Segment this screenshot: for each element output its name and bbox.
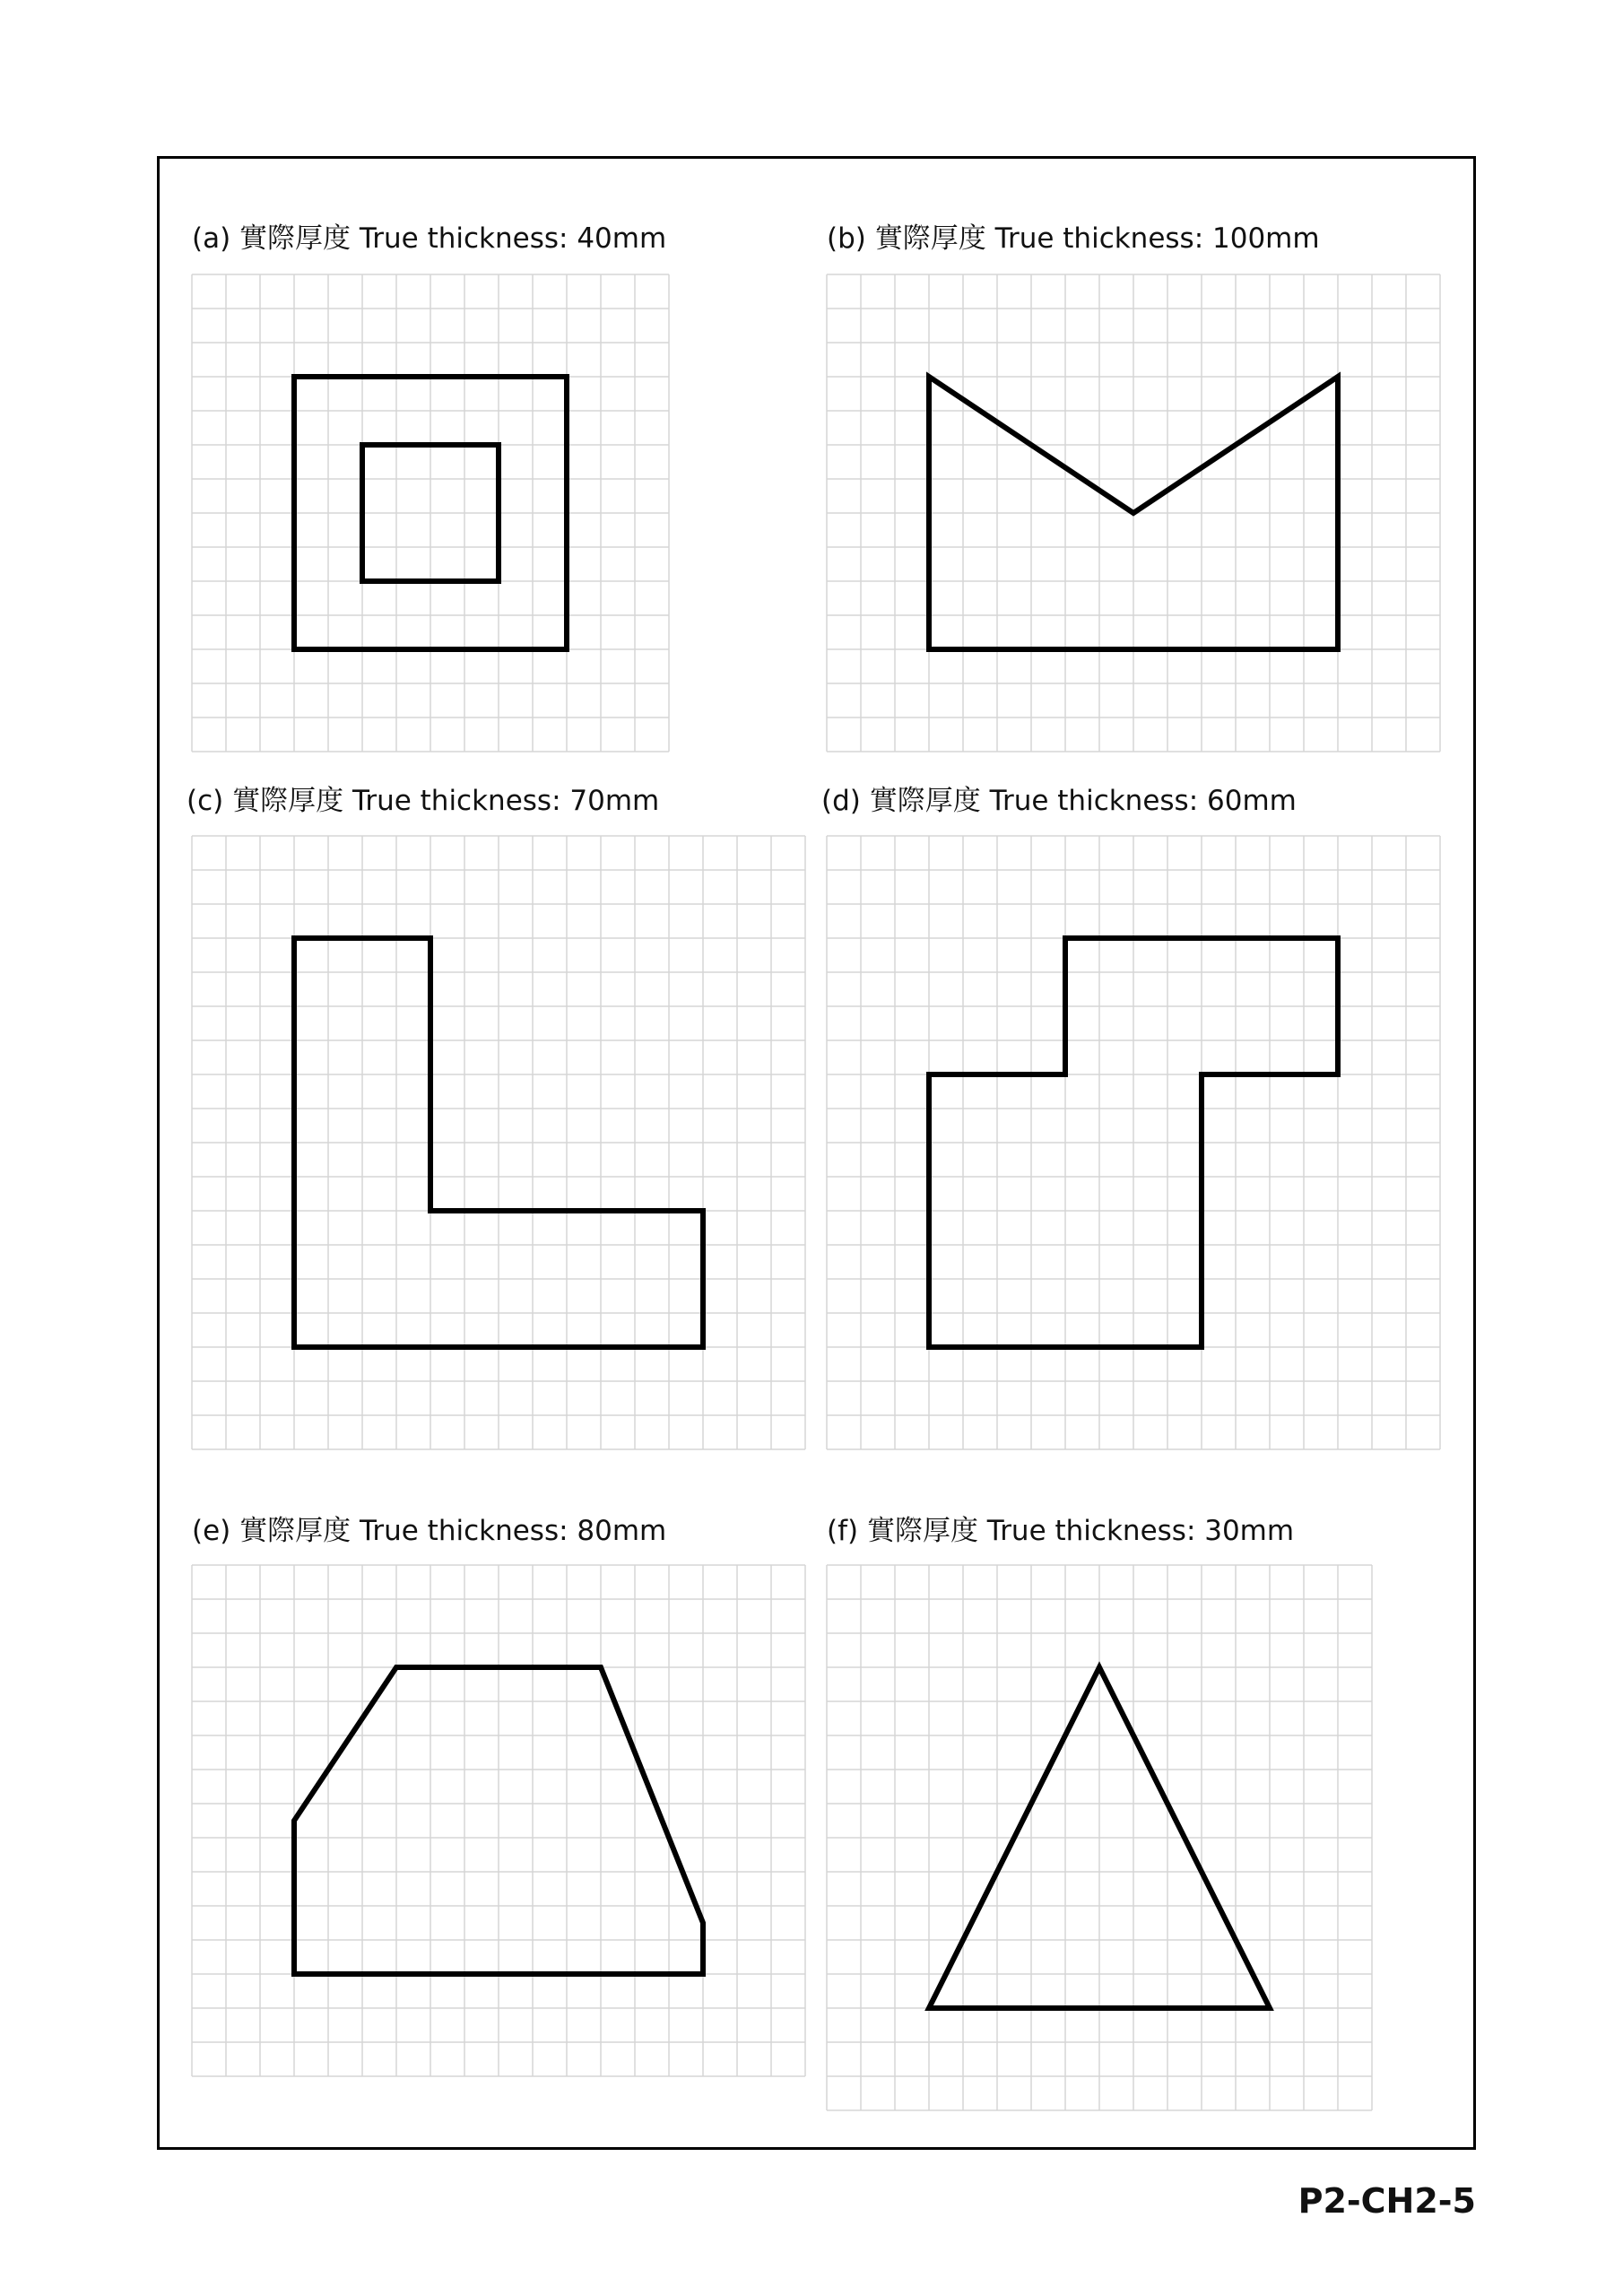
figure-a-label: (a) 實際厚度 True thickness: 40mm (192, 222, 667, 255)
figure-f-label: (f) 實際厚度 True thickness: 30mm (827, 1515, 1295, 1547)
figure-b-label: (b) 實際厚度 True thickness: 100mm (827, 222, 1320, 255)
grid-panel-e (192, 1565, 805, 2076)
figure-d-label: (d) 實際厚度 True thickness: 60mm (821, 785, 1297, 817)
figure-c-label: (c) 實際厚度 True thickness: 70mm (187, 785, 660, 817)
grid-panel-f (827, 1565, 1372, 2110)
grid-panel-b (827, 274, 1440, 752)
grid-panel-c (192, 836, 805, 1449)
figure-e-label: (e) 實際厚度 True thickness: 80mm (192, 1515, 667, 1547)
page-number: P2-CH2-5 (1298, 2181, 1476, 2221)
grid-panel-d (827, 836, 1440, 1449)
grid-panel-a (192, 274, 669, 752)
